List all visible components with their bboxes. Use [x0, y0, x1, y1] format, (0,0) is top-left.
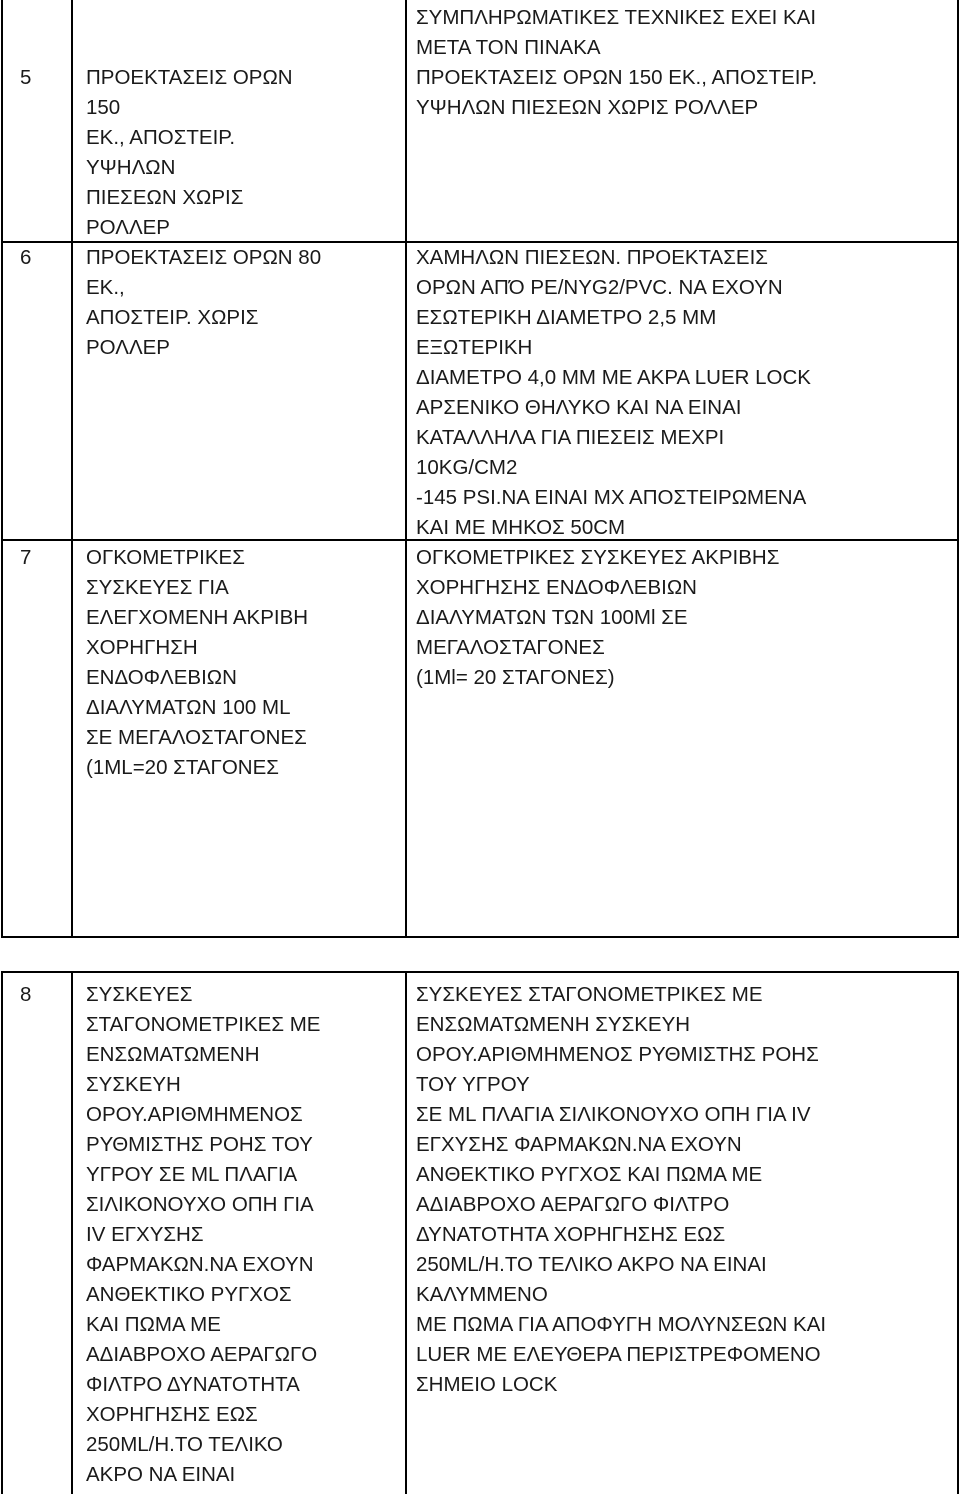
table2-col-divider-1 — [71, 971, 73, 1494]
table2-right-border — [957, 971, 959, 1494]
table2-col-divider-2 — [405, 971, 407, 1494]
row-6-spec: ΧΑΜΗΛΩΝ ΠΙΕΣΕΩΝ. ΠΡΟΕΚΤΑΣΕΙΣ ΟΡΩΝ ΑΠΌ PE/NYG2/PVC. ΝΑ ΕΧΟΥΝ ΕΣΩΤΕΡΙΚΗ ΔΙΑΜΕΤΡΟ 2,5 ΜΜ ΕΞΩΤΕΡΙΚΗ ΔΙΑΜΕΤΡΟ 4,0 ΜΜ ΜΕ ΑΚΡΑ LUER LOCK ΑΡΣΕΝΙΚΟ ΘΗΛΥΚΟ ΚΑΙ ΝΑ ΕΙΝΑΙ ΚΑΤΑΛΛΗΛΑ ΓΙΑ ΠΙΕΣΕΙΣ ΜΕΧΡΙ 10KG/CM2 -145 PSI.ΝΑ ΕΙΝΑΙ ΜΧ ΑΠΟΣΤΕΙΡΩΜΕΝΑ ΚΑΙ ΜΕ ΜΗΚΟΣ 50CM — [416, 246, 811, 539]
table2-top-border — [1, 971, 959, 973]
row-8-item: ΣΥΣΚΕΥΕΣ ΣΤΑΓΟΝΟΜΕΤΡΙΚΕΣ ΜΕ ΕΝΣΩΜΑΤΩΜΕΝΗ ΣΥΣΚΕΥΗ ΟΡΟΥ.ΑΡΙΘΜΗΜΕΝΟΣ ΡΥΘΜΙΣΤΗΣ ΡΟΗΣ ΤΟΥ ΥΓΡΟΥ ΣΕ ML ΠΛΑΓΙΑ ΣΙΛΙΚΟΝΟΥΧΟ ΟΠΗ ΓΙΑ IV ΕΓΧΥΣΗΣ ΦΑΡΜΑΚΩΝ.ΝΑ ΕΧΟΥΝ ΑΝΘΕΚΤΙΚΟ ΡΥΓΧΟΣ ΚΑΙ ΠΩΜΑ ΜΕ ΑΔΙΑΒΡΟΧΟ ΑΕΡΑΓΩΓΟ ΦΙΛΤΡΟ ΔΥΝΑΤΟΤΗΤΑ ΧΟΡΗΓΗΣΗΣ ΕΩΣ 250ML/H.ΤΟ ΤΕΛΙΚΟ ΑΚΡΟ ΝΑ ΕΙΝΑΙ — [86, 983, 321, 1486]
table1-left-border — [1, 0, 3, 937]
row-8-number: 8 — [20, 983, 32, 1006]
row-7-number: 7 — [20, 546, 32, 569]
row-6-number: 6 — [20, 246, 32, 269]
row-5-item: ΠΡΟΕΚΤΑΣΕΙΣ ΟΡΩΝ 150 ΕΚ., ΑΠΟΣΤΕΙΡ. ΥΨΗΛΩΝ ΠΙΕΣΕΩΝ ΧΩΡΙΣ ΡΟΛΛΕΡ — [86, 66, 293, 239]
row-5-spec: ΣΥΜΠΛΗΡΩΜΑΤΙΚΕΣ ΤΕΧΝΙΚΕΣ ΕΧΕΙ ΚΑΙ ΜΕΤΑ ΤΟΝ ΠΙΝΑΚΑ ΠΡΟΕΚΤΑΣΕΙΣ ΟΡΩΝ 150 ΕΚ., ΑΠΟΣΤΕΙΡ. ΥΨΗΛΩΝ ΠΙΕΣΕΩΝ ΧΩΡΙΣ ΡΟΛΛΕΡ — [416, 6, 818, 119]
row-7-item: ΟΓΚΟΜΕΤΡΙΚΕΣ ΣΥΣΚΕΥΕΣ ΓΙΑ ΕΛΕΓΧΟΜΕΝΗ ΑΚΡΙΒΗ ΧΟΡΗΓΗΣΗ ΕΝΔΟΦΛΕΒΙΩΝ ΔΙΑΛΥΜΑΤΩΝ 100 ML ΣΕ ΜΕΓΑΛΟΣΤΑΓΟΝΕΣ (1ML=20 ΣΤΑΓΟΝΕΣ — [86, 546, 309, 779]
row-6-item: ΠΡΟΕΚΤΑΣΕΙΣ ΟΡΩΝ 80 ΕΚ., ΑΠΟΣΤΕΙΡ. ΧΩΡΙΣ ΡΟΛΛΕΡ — [86, 246, 322, 359]
row-5-number: 5 — [20, 66, 32, 89]
row-8-spec: ΣΥΣΚΕΥΕΣ ΣΤΑΓΟΝΟΜΕΤΡΙΚΕΣ ΜΕ ΕΝΣΩΜΑΤΩΜΕΝΗ ΣΥΣΚΕΥΗ ΟΡΟΥ.ΑΡΙΘΜΗΜΕΝΟΣ ΡΥΘΜΙΣΤΗΣ ΡΟΗΣ ΤΟΥ ΥΓΡΟΥ ΣΕ ML ΠΛΑΓΙΑ ΣΙΛΙΚΟΝΟΥΧΟ ΟΠΗ ΓΙΑ IV ΕΓΧΥΣΗΣ ΦΑΡΜΑΚΩΝ.ΝΑ ΕΧΟΥΝ ΑΝΘΕΚΤΙΚΟ ΡΥΓΧΟΣ ΚΑΙ ΠΩΜΑ ΜΕ ΑΔΙΑΒΡΟΧΟ ΑΕΡΑΓΩΓΟ ΦΙΛΤΡΟ ΔΥΝΑΤΟΤΗΤΑ ΧΟΡΗΓΗΣΗΣ ΕΩΣ 250ML/H.ΤΟ ΤΕΛΙΚΟ ΑΚΡΟ ΝΑ ΕΙΝΑΙ ΚΑΛΥΜΜΕΝΟ ΜΕ ΠΩΜΑ ΓΙΑ ΑΠΟΦΥΓΗ ΜΟΛΥΝΣΕΩΝ ΚΑΙ LUER ΜΕ ΕΛΕΥΘΕΡΑ ΠΕΡΙΣΤΡΕΦΟΜΕΝΟ ΣΗΜΕΙΟ LOCK — [416, 983, 827, 1396]
row-7-spec: ΟΓΚΟΜΕΤΡΙΚΕΣ ΣΥΣΚΕΥΕΣ ΑΚΡΙΒΗΣ ΧΟΡΗΓΗΣΗΣ ΕΝΔΟΦΛΕΒΙΩΝ ΔΙΑΛΥΜΑΤΩΝ ΤΩΝ 100Ml ΣΕ ΜΕΓΑΛΟΣΤΑΓΟΝΕΣ (1Ml= 20 ΣΤΑΓΟΝΕΣ) — [416, 546, 780, 689]
table1-right-border — [957, 0, 959, 937]
table2-left-border — [1, 971, 3, 1494]
table1-col-divider-1 — [71, 0, 73, 937]
table1-bottom-border — [1, 936, 959, 938]
table1-col-divider-2 — [405, 0, 407, 937]
